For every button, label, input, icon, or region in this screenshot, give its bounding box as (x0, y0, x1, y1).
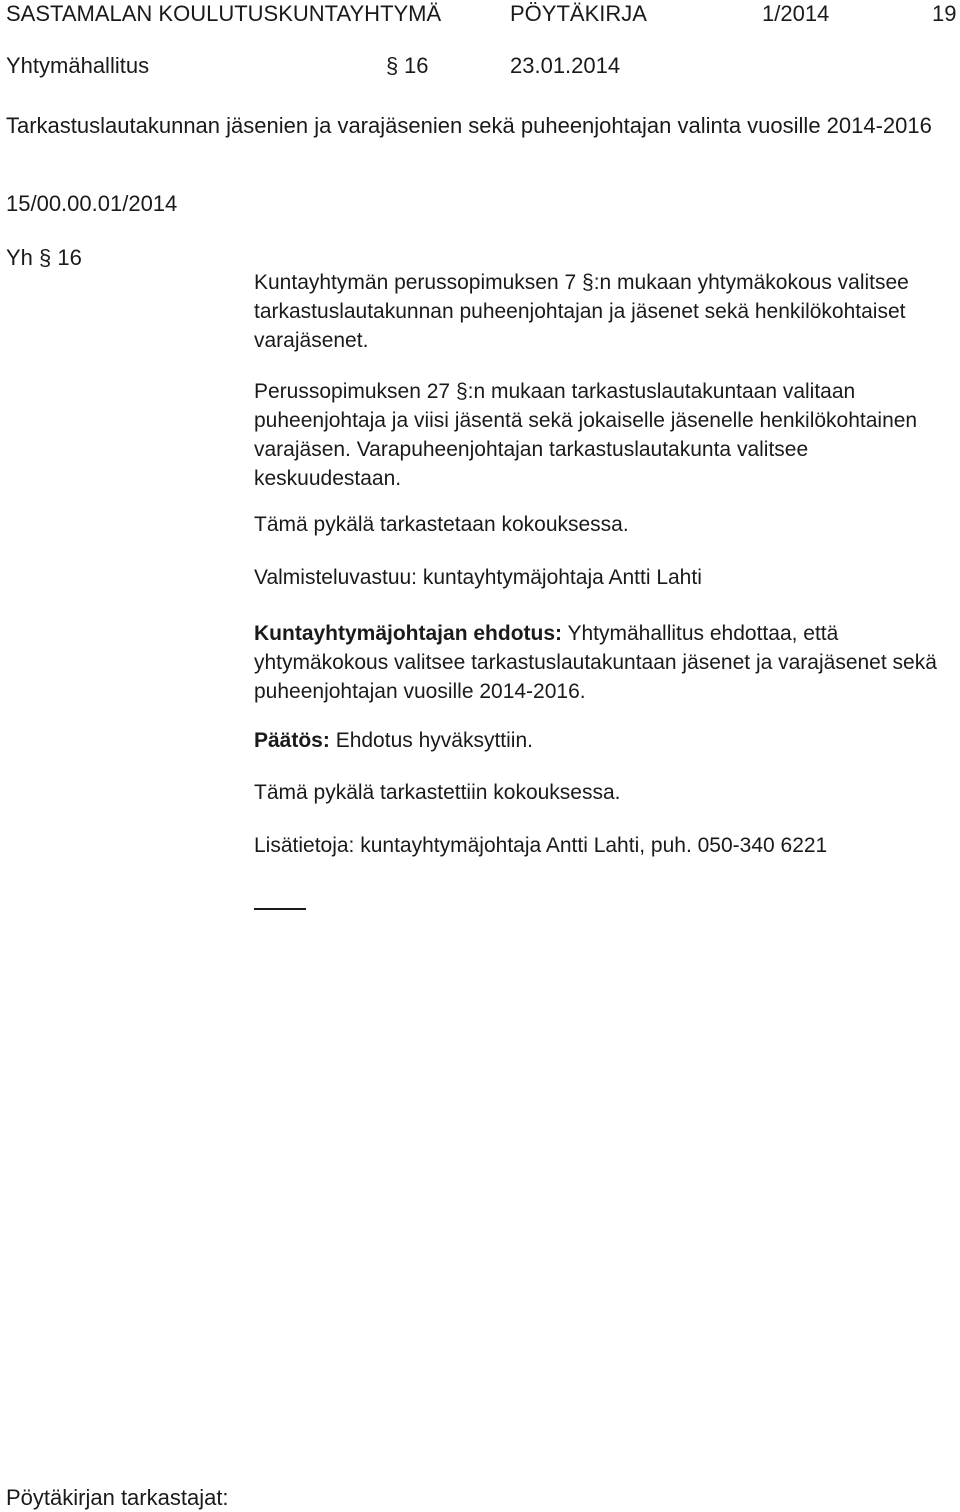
paragraph-basis (254, 268, 956, 355)
proposal-text: Yhtymähallitus ehdottaa, että yhtymäkokous valitsee tarkastuslautakuntaan jäsenet ja varajäsenet sekä puheenjohtajan vuosille 2014-2016. (254, 622, 937, 703)
page-number: 19 (932, 1, 957, 26)
paragraph-proposal (254, 619, 956, 706)
page-title: Tarkastuslautakunnan jäsenien ja varajäsenien sekä puheenjohtajan valinta vuosille 2014-2016 (6, 113, 932, 138)
diary-number: 15/00.00.01/2014 (6, 191, 178, 216)
paragraph-contact-info: Lisätietoja: kuntayhtymäjohtaja Antti Lahti, puh. 050-340 6221 (254, 834, 828, 857)
p2-section-symbol: § (455, 380, 468, 403)
p1-text-b: :n mukaan yhtymäkokous valitsee tarkastuslautakunnan puheenjohtajan ja jäsenet sekä henkilökohtaiset varajäsenet. (254, 271, 909, 352)
decision-label: Päätös: (254, 729, 330, 752)
section-ref-number: 16 (57, 245, 82, 270)
meeting-date: 23.01.2014 (510, 53, 621, 78)
section-reference (6, 244, 82, 272)
decision-text: Ehdotus hyväksyttiin. (329, 729, 533, 752)
section-symbol: § (386, 53, 399, 78)
reviewers-label: Pöytäkirjan tarkastajat: (6, 1485, 229, 1510)
p1-text-a: Kuntayhtymän perussopimuksen 7 (254, 271, 583, 294)
organization-name: SASTAMALAN KOULUTUSKUNTAYHTYMÄ (6, 1, 442, 26)
p2-text-b: :n mukaan tarkastuslautakuntaan valitaan puheenjohtaja ja viisi jäsentä sekä jokaiselle jäsenelle henkilökohtainen varajäsen. Varapuheenjohtajan tarkastuslautakunta valitsee keskuudestaan. (254, 380, 918, 490)
paragraph-reviewed-note: Tämä pykälä tarkastettiin kokouksessa. (254, 781, 621, 804)
separator-line (254, 908, 306, 910)
p1-section-symbol: § (582, 271, 594, 294)
proposal-label: Kuntayhtymäjohtajan ehdotus: (254, 622, 563, 645)
paragraph-composition (254, 377, 956, 493)
paragraph-review-note: Tämä pykälä tarkastetaan kokouksessa. (254, 513, 629, 536)
paragraph-decision (254, 726, 956, 755)
document-type: PÖYTÄKIRJA (510, 1, 647, 26)
p2-text-a: Perussopimuksen 27 (254, 380, 456, 403)
section-number: 16 (404, 53, 429, 78)
governing-body: Yhtymähallitus (6, 53, 150, 78)
paragraph-preparer: Valmisteluvastuu: kuntayhtymäjohtaja Antti Lahti (254, 566, 702, 589)
section-ref-symbol: § (39, 245, 52, 270)
document-number: 1/2014 (762, 1, 830, 26)
section-ref-prefix: Yh (6, 245, 33, 270)
